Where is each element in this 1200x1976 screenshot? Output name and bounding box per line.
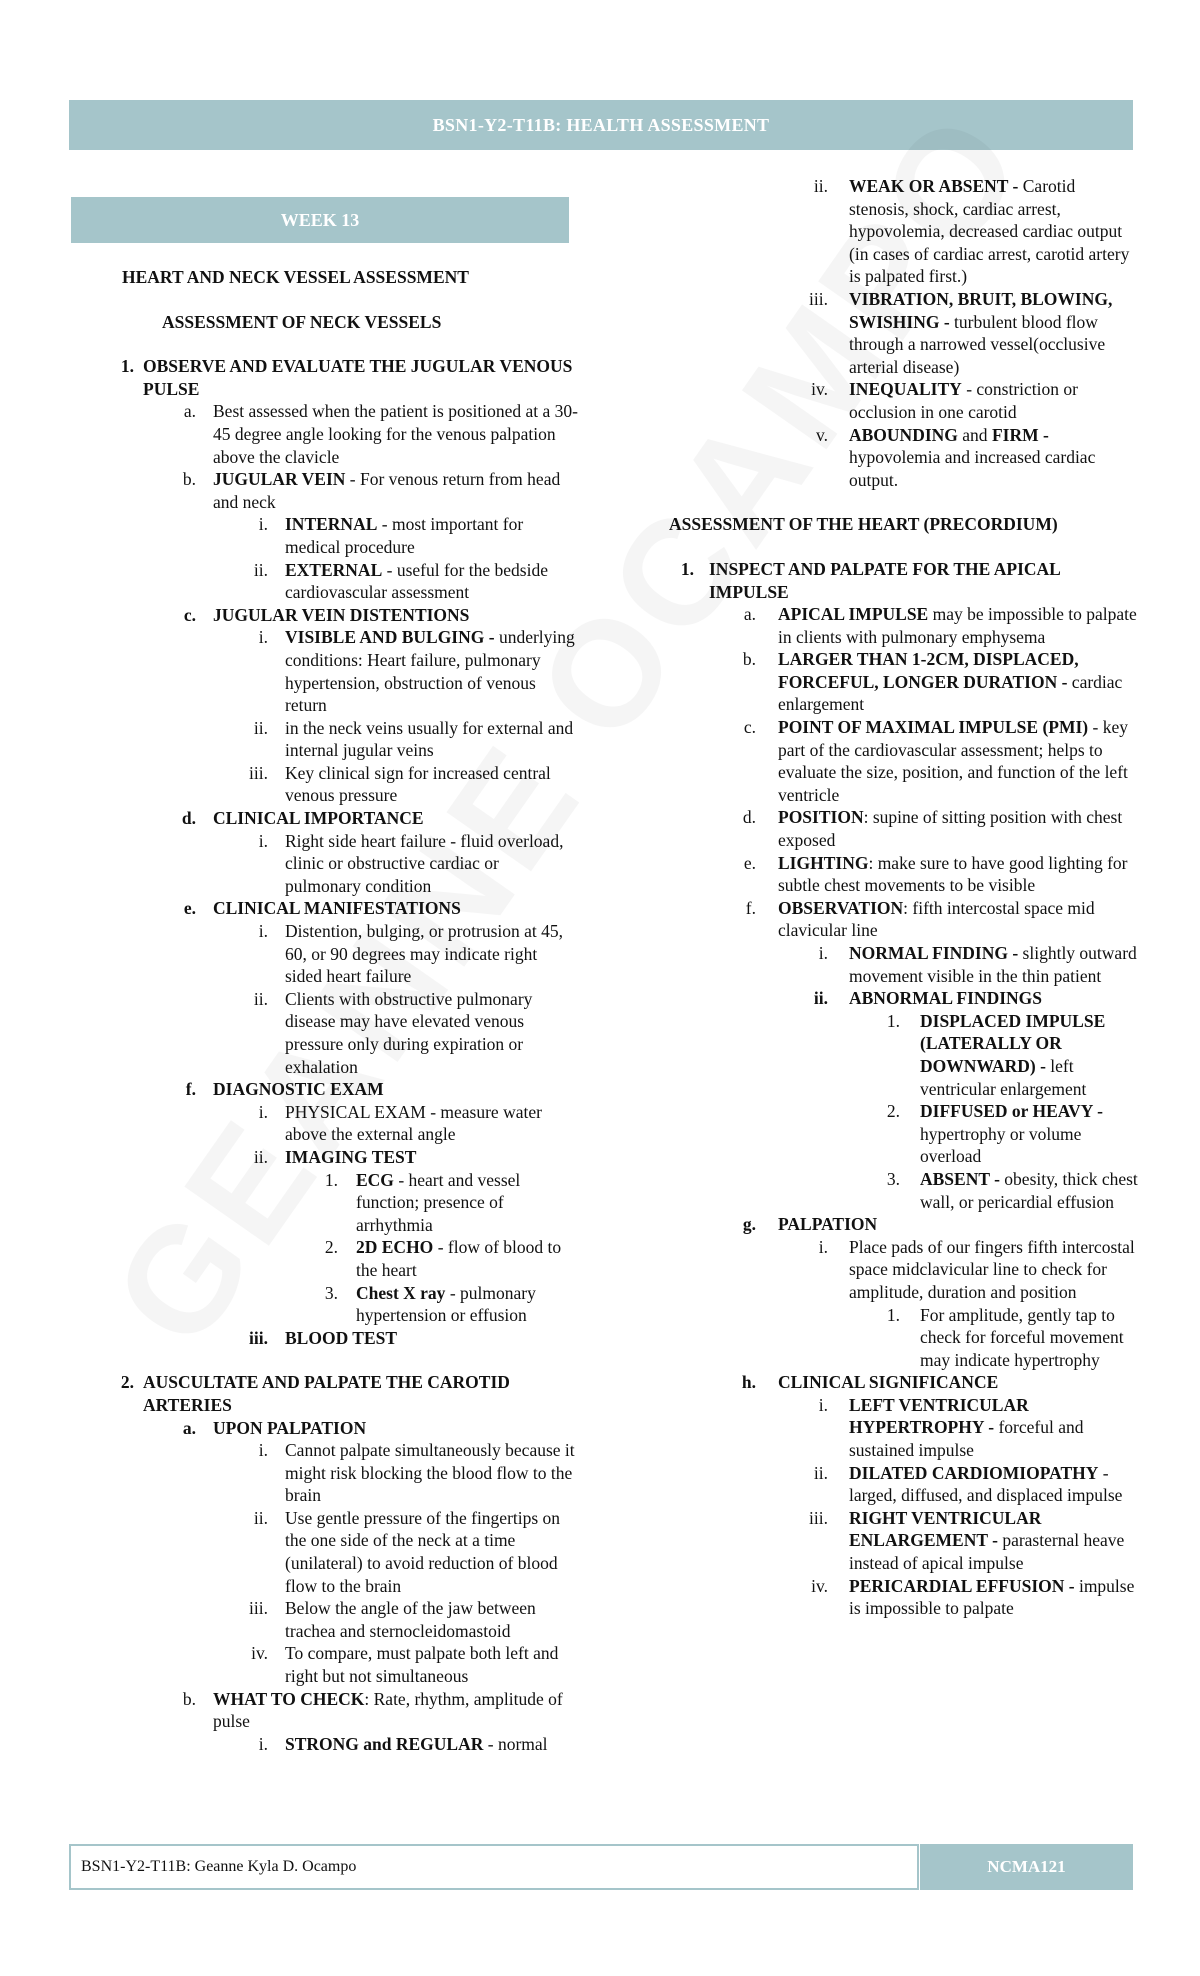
- list-item: i. Distention, bulging, or protrusion at 45, 60, or 90 degrees may indicate right sided heart failure: [258, 921, 564, 987]
- list-item: 1. OBSERVE AND EVALUATE THE JUGULAR VENOUS PULSE: [120, 356, 573, 399]
- list-item: i. VISIBLE AND BULGING - underlying conditions: Heart failure, pulmonary hypertension, obstruction of venous return: [258, 627, 575, 716]
- list-item: ii. EXTERNAL - useful for the bedside cardiovascular assessment: [253, 559, 548, 603]
- list-item: c. JUGULAR VEIN DISTENTIONS: [183, 604, 470, 625]
- list-item: b. WHAT TO CHECK: Rate, rhythm, amplitude of pulse: [182, 1688, 563, 1732]
- list-item: iii. Below the angle of the jaw between trachea and sternocleidomastoid: [249, 1598, 536, 1641]
- list-item: e. LIGHTING: make sure to have good lighting for subtle chest movements to be visible: [743, 852, 1128, 896]
- list-item: b. JUGULAR VEIN - For venous return from head and neck: [182, 469, 561, 512]
- list-item: iii. BLOOD TEST: [249, 1327, 398, 1348]
- list-item: iv. To compare, must palpate both left and right but not simultaneous: [251, 1643, 559, 1687]
- list-item: i. PHYSICAL EXAM - measure water above the external angle: [258, 1101, 542, 1145]
- list-item: 3. Chest X ray - pulmonary hypertension or effusion: [324, 1282, 536, 1326]
- list-item: i. STRONG and REGULAR - normal: [258, 1733, 548, 1754]
- footer-author: BSN1-Y2-T11B: Geanne Kyla D. Ocampo: [69, 1844, 919, 1890]
- list-item: 1. For amplitude, gently tap to check for forceful movement may indicate hypertrophy: [886, 1304, 1124, 1370]
- week-banner: WEEK 13: [71, 197, 569, 243]
- list-item: a. UPON PALPATION: [182, 1417, 367, 1438]
- list-item: c. POINT OF MAXIMAL IMPULSE (PMI) - key part of the cardiovascular assessment; helps to evaluate the size, position, and function of the left ventricle: [743, 717, 1128, 805]
- list-item: i. Place pads of our fingers fifth intercostal space midclavicular line to check for amplitude, duration and position: [818, 1236, 1135, 1302]
- section-subtitle: ASSESSMENT OF NECK VESSELS: [162, 311, 442, 332]
- list-item: h. CLINICAL SIGNIFICANCE: [741, 1372, 999, 1393]
- right-column: [664, 175, 1139, 1620]
- list-item: iii. RIGHT VENTRICULAR ENLARGEMENT - parasternal heave instead of apical impulse: [809, 1507, 1125, 1574]
- list-item: e. CLINICAL MANIFESTATIONS: [183, 898, 461, 919]
- list-item: a. APICAL IMPULSE may be impossible to palpate in clients with pulmonary emphysema: [743, 604, 1137, 647]
- list-item: f. OBSERVATION: fifth intercostal space mid clavicular line: [745, 897, 1095, 941]
- list-item: b. LARGER THAN 1-2CM, DISPLACED, FORCEFUL, LONGER DURATION - cardiac enlargement: [742, 649, 1123, 715]
- list-item: ii. IMAGING TEST: [253, 1146, 417, 1167]
- list-item: ii. DILATED CARDIOMIOPATHY - larged, diffused, and displaced impulse: [813, 1462, 1123, 1506]
- page-header: BSN1-Y2-T11B: HEALTH ASSESSMENT: [69, 100, 1133, 150]
- list-item: iv. PERICARDIAL EFFUSION - impulse is impossible to palpate: [811, 1575, 1135, 1619]
- list-item: a. Best assessed when the patient is positioned at a 30-45 degree angle looking for the venous palpation above the clavicle: [183, 401, 578, 467]
- list-item: i. NORMAL FINDING - slightly outward movement visible in the thin patient: [818, 943, 1137, 986]
- list-item: 1. INSPECT AND PALPATE FOR THE APICAL IMPULSE: [680, 558, 1060, 602]
- left-column: [108, 266, 578, 1755]
- list-item: 1. ECG - heart and vessel function; presence of arrhythmia: [324, 1169, 521, 1235]
- list-item: iii. VIBRATION, BRUIT, BLOWING, SWISHING - turbulent blood flow through a narrowed vessel(occlusive arterial disease): [809, 288, 1113, 377]
- list-item: v. ABOUNDING and FIRM - hypovolemia and increased cardiac output.: [816, 424, 1096, 490]
- list-item: ii. Use gentle pressure of the fingertips on the one side of the neck at a time (unilateral) to avoid reduction of blood flow to the brain: [253, 1507, 561, 1596]
- list-item: 2. 2D ECHO - flow of blood to the heart: [324, 1237, 562, 1280]
- list-item: i. Cannot palpate simultaneously because it might risk blocking the blood flow to the brain: [258, 1440, 575, 1506]
- list-item: ii. Clients with obstructive pulmonary disease may have elevated venous pressure only during expiration or exhalation: [253, 988, 533, 1077]
- list-item: 2. AUSCULTATE AND PALPATE THE CAROTID ARTERIES: [120, 1372, 510, 1415]
- list-item: iv. INEQUALITY - constriction or occlusion in one carotid: [811, 379, 1078, 422]
- list-item: d. CLINICAL IMPORTANCE: [181, 808, 424, 829]
- list-item: i. Right side heart failure - fluid overload, clinic or obstructive cardiac or pulmonary condition: [258, 830, 564, 896]
- list-item: ii. WEAK OR ABSENT - Carotid stenosis, shock, cardiac arrest, hypovolemia, decreased cardiac output (in cases of cardiac arrest, carotid artery is palpated first.): [813, 176, 1130, 287]
- list-item: i. INTERNAL - most important for medical procedure: [258, 514, 524, 557]
- list-item: iii. Key clinical sign for increased central venous pressure: [249, 762, 551, 806]
- list-item: ii. ABNORMAL FINDINGS: [813, 988, 1043, 1009]
- list-item: g. PALPATION: [742, 1214, 878, 1235]
- list-item: 1. DISPLACED IMPULSE (LATERALLY OR DOWNWARD) - left ventricular enlargement: [886, 1010, 1106, 1099]
- list-item: ii. in the neck veins usually for external and internal jugular veins: [253, 717, 574, 761]
- section-title: ASSESSMENT OF THE HEART (PRECORDIUM): [669, 514, 1058, 535]
- list-item: 2. DIFFUSED or HEAVY - hypertrophy or volume overload: [886, 1101, 1103, 1167]
- list-item: f. DIAGNOSTIC EXAM: [185, 1079, 384, 1100]
- footer-course-code: NCMA121: [920, 1844, 1133, 1890]
- list-item: 3. ABSENT - obesity, thick chest wall, or pericardial effusion: [886, 1168, 1138, 1212]
- section-title: HEART AND NECK VESSEL ASSESSMENT: [122, 267, 469, 287]
- list-item: i. LEFT VENTRICULAR HYPERTROPHY - forceful and sustained impulse: [818, 1394, 1084, 1461]
- list-item: d. POSITION: supine of sitting position with chest exposed: [742, 807, 1123, 851]
